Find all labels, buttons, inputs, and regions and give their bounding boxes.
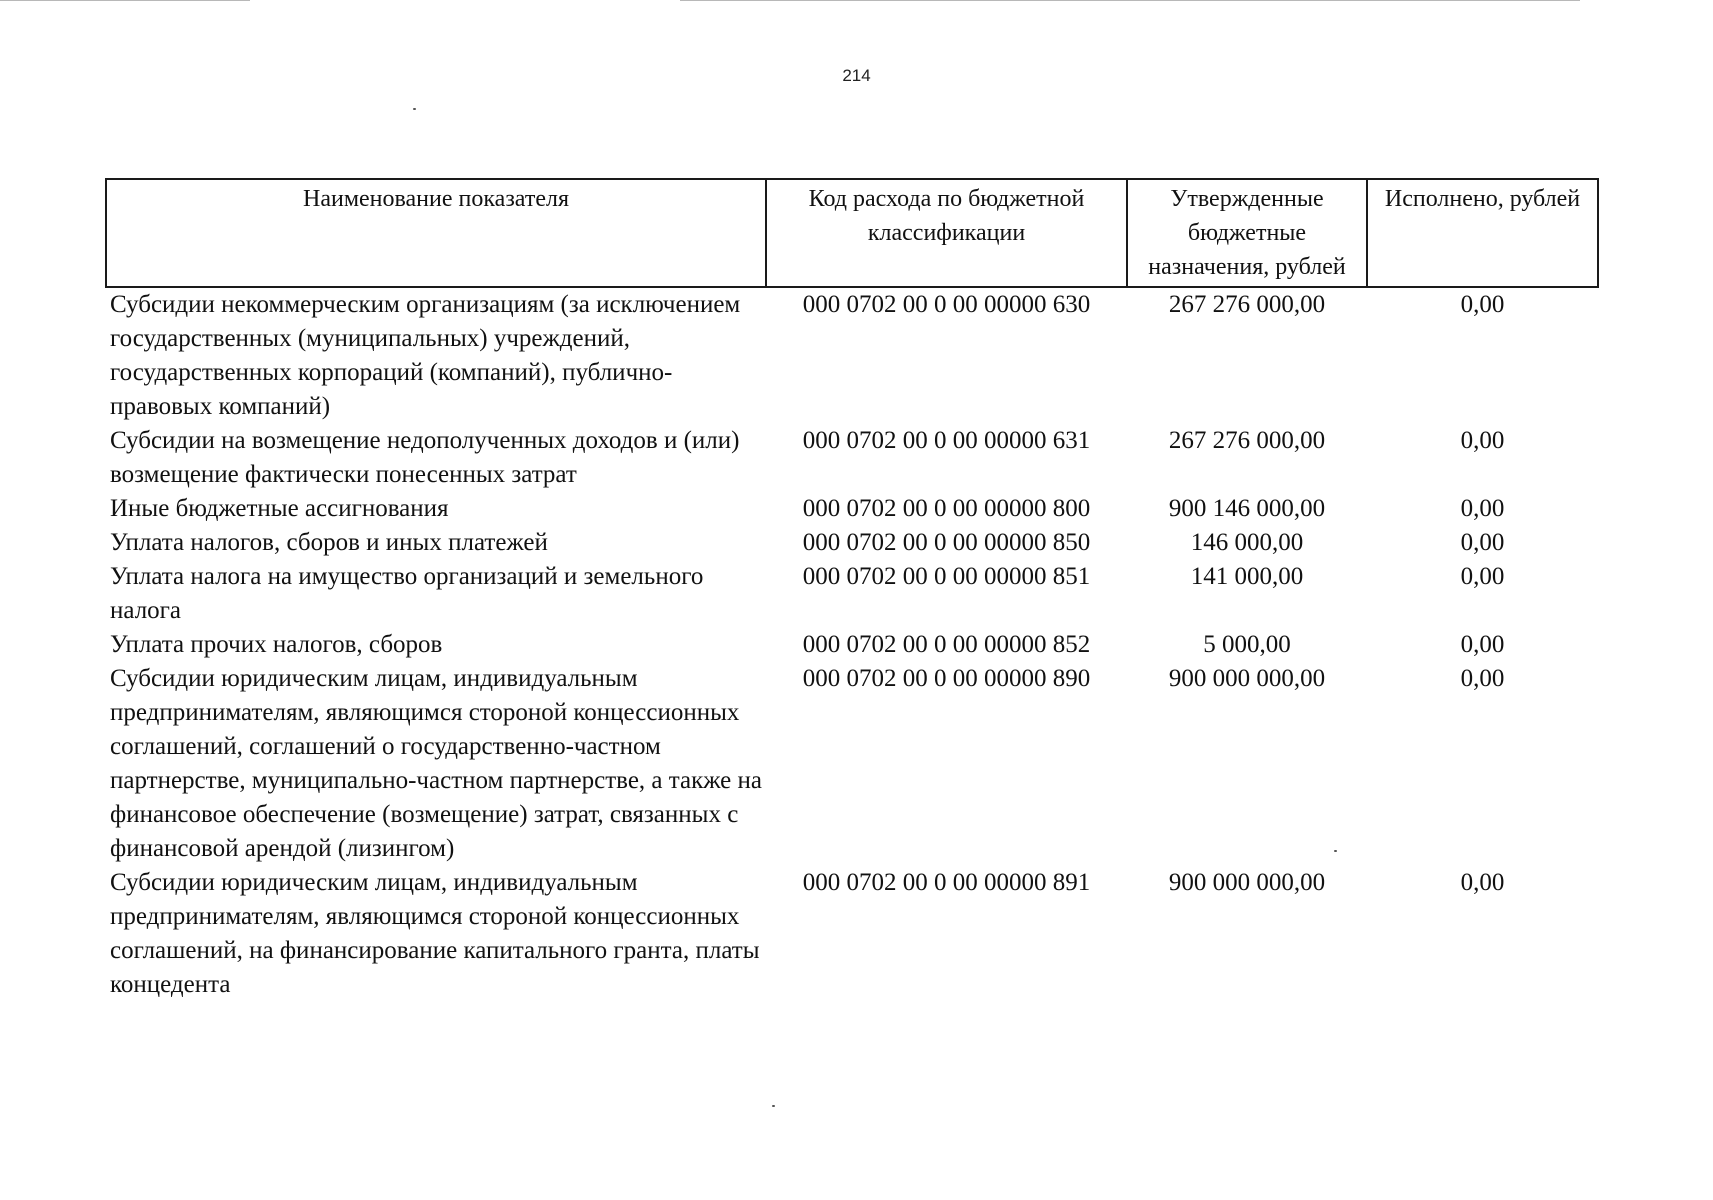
row-executed-amount: 0,00 <box>1460 869 1505 896</box>
scan-edge-line-right <box>680 0 1580 1</box>
row-approved-amount: 146 000,00 <box>1190 529 1304 556</box>
table-row <box>106 526 1598 560</box>
row-executed-amount: 0,00 <box>1460 631 1505 658</box>
row-indicator-name: Субсидии на возмещение недополученных доходов и (или) возмещение фактически понесенных затрат <box>110 427 740 488</box>
row-approved-amount: 900 146 000,00 <box>1168 495 1326 522</box>
scan-speck <box>413 108 416 110</box>
row-indicator-name: Субсидии некоммерческим организациям (за исключением государственных (муниципальных) учреждений, государственных корпораций (компаний), публично-правовых компаний) <box>110 291 741 420</box>
row-budget-code: 000 0702 00 0 00 00000 890 <box>802 665 1091 692</box>
row-budget-code: 000 0702 00 0 00 00000 851 <box>802 563 1091 590</box>
page-number: 214 <box>842 66 871 85</box>
row-executed-amount: 0,00 <box>1460 563 1505 590</box>
scan-edge-line-left <box>0 0 250 1</box>
table-row <box>106 628 1598 662</box>
row-approved-amount: 141 000,00 <box>1190 563 1304 590</box>
table-header-row <box>106 179 1598 287</box>
scan-speck <box>772 1105 775 1107</box>
row-budget-code: 000 0702 00 0 00 00000 800 <box>802 495 1091 522</box>
table-row <box>106 560 1598 628</box>
row-indicator-name: Субсидии юридическим лицам, индивидуальным предпринимателям, являющимся стороной концессионных соглашений, соглашений о государственно-частном партнерстве, муниципально-частном партнерстве, а также на финансовое обеспечение (возмещение) затрат, связанных с финансовой арендой (лизингом) <box>110 665 763 862</box>
row-indicator-name: Уплата налогов, сборов и иных платежей <box>110 529 548 556</box>
row-approved-amount: 900 000 000,00 <box>1168 665 1326 692</box>
row-approved-amount: 900 000 000,00 <box>1168 869 1326 896</box>
row-budget-code: 000 0702 00 0 00 00000 630 <box>802 291 1091 318</box>
row-executed-amount: 0,00 <box>1460 291 1505 318</box>
table-header <box>106 179 1598 287</box>
row-budget-code: 000 0702 00 0 00 00000 852 <box>802 631 1091 658</box>
row-indicator-name: Иные бюджетные ассигнования <box>110 495 449 522</box>
header-executed-amount: Исполнено, рублей <box>1367 179 1598 287</box>
row-executed-amount: 0,00 <box>1460 529 1505 556</box>
header-budget-code: Код расхода по бюджетной классификации <box>766 179 1127 287</box>
table-row <box>106 287 1598 424</box>
row-indicator-name: Уплата прочих налогов, сборов <box>110 631 443 658</box>
row-approved-amount: 267 276 000,00 <box>1168 427 1326 454</box>
row-approved-amount: 5 000,00 <box>1203 631 1291 658</box>
row-budget-code: 000 0702 00 0 00 00000 631 <box>802 427 1091 454</box>
row-executed-amount: 0,00 <box>1460 495 1505 522</box>
budget-execution-table <box>105 178 1599 1002</box>
row-budget-code: 000 0702 00 0 00 00000 891 <box>802 869 1091 896</box>
row-budget-code: 000 0702 00 0 00 00000 850 <box>802 529 1091 556</box>
row-approved-amount: 267 276 000,00 <box>1168 291 1326 318</box>
row-executed-amount: 0,00 <box>1460 665 1505 692</box>
table-body <box>106 287 1598 1002</box>
header-approved-amount: Утвержденные бюджетные назначения, рублей <box>1127 179 1367 287</box>
table-row <box>106 492 1598 526</box>
table-row <box>106 866 1598 1002</box>
row-indicator-name: Уплата налога на имущество организаций и земельного налога <box>110 563 704 624</box>
row-executed-amount: 0,00 <box>1460 427 1505 454</box>
table-row <box>106 424 1598 492</box>
row-indicator-name: Субсидии юридическим лицам, индивидуальным предпринимателям, являющимся стороной концессионных соглашений, на финансирование капитального гранта, платы концедента <box>110 869 760 998</box>
table-row <box>106 662 1598 866</box>
header-indicator-name: Наименование показателя <box>106 179 766 287</box>
